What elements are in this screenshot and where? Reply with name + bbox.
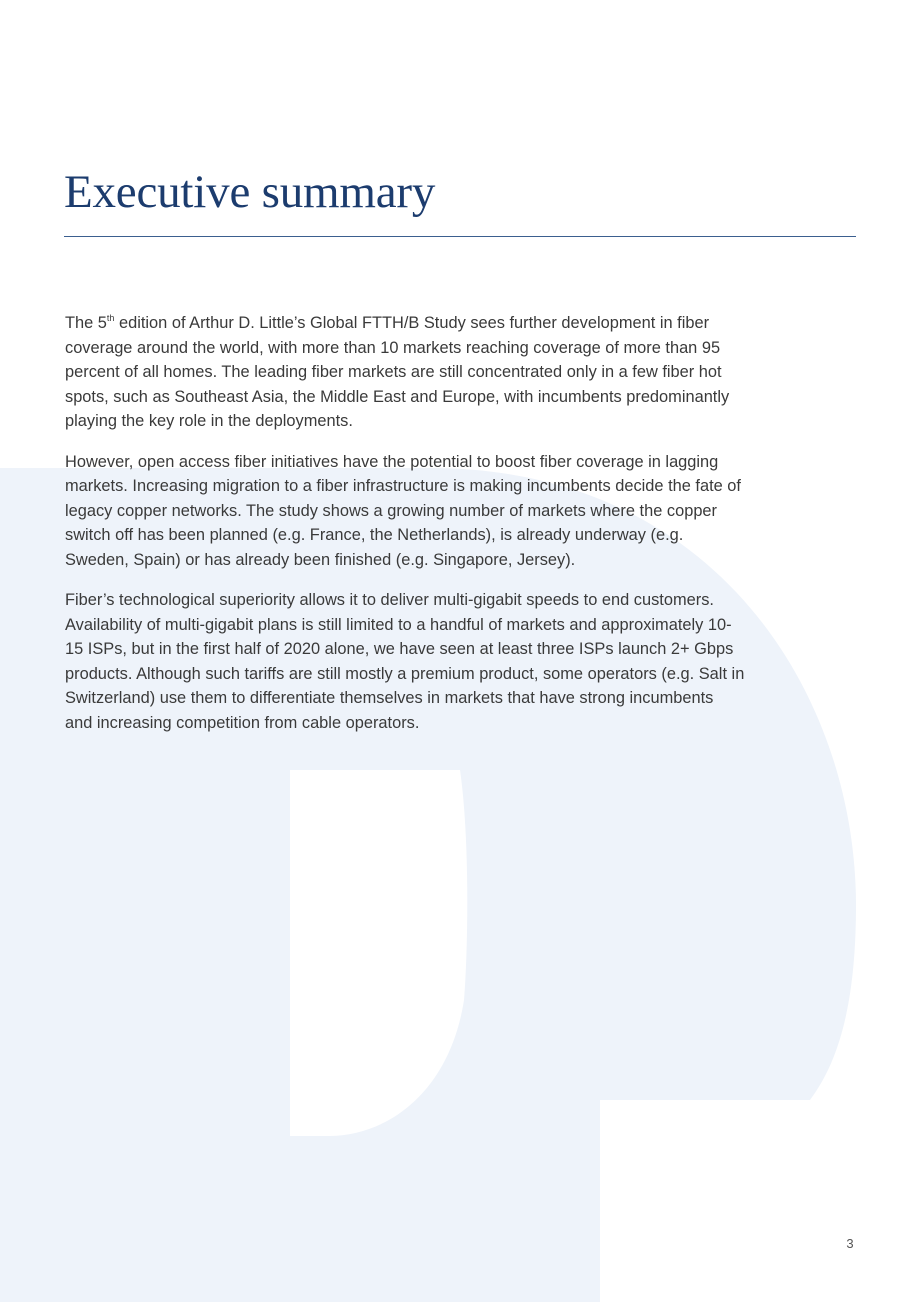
page-title: Executive summary xyxy=(64,166,436,218)
paragraph-1 xyxy=(65,311,745,434)
paragraph-1-rest: edition of Arthur D. Little’s Global FTTH/B Study sees further development in fiber coverage around the world, with more than 10 markets reaching coverage of more than 95 percent of all homes. The leading fiber markets are still concentrated only in a few fiber hot spots, such as Southeast Asia, the Middle East and Europe, with incumbents predominantly playing the key role in the deployments. xyxy=(65,314,730,430)
ordinal-suffix: th xyxy=(106,312,115,323)
page-number: 3 xyxy=(846,1236,854,1251)
paragraph-2: However, open access fiber initiatives have the potential to boost fiber coverage in lagging markets. Increasing migration to a fiber infrastructure is making incumbents decide the fate of legacy copper networks. The study shows a growing number of markets where the copper switch off has been planned (e.g. France, the Netherlands), is already underway (e.g. Sweden, Spain) or has already been finished (e.g. Singapore, Jersey). xyxy=(65,452,741,569)
paragraph-3: Fiber’s technological superiority allows it to deliver multi-gigabit speeds to end customers. Availability of multi-gigabit plans is still limited to a handful of markets and approximately 10-15 ISPs, but in the first half of 2020 alone, we have seen at least three ISPs launch 2+ Gbps products. Although such tariffs are still mostly a premium product, some operators (e.g. Salt in Switzerland) use them to differentiate themselves in markets that have strong incumbents and increasing competition from cable operators. xyxy=(65,591,745,732)
title-divider xyxy=(64,236,856,237)
body-text xyxy=(65,311,745,751)
paragraph-1-start: The 5 xyxy=(65,314,107,332)
